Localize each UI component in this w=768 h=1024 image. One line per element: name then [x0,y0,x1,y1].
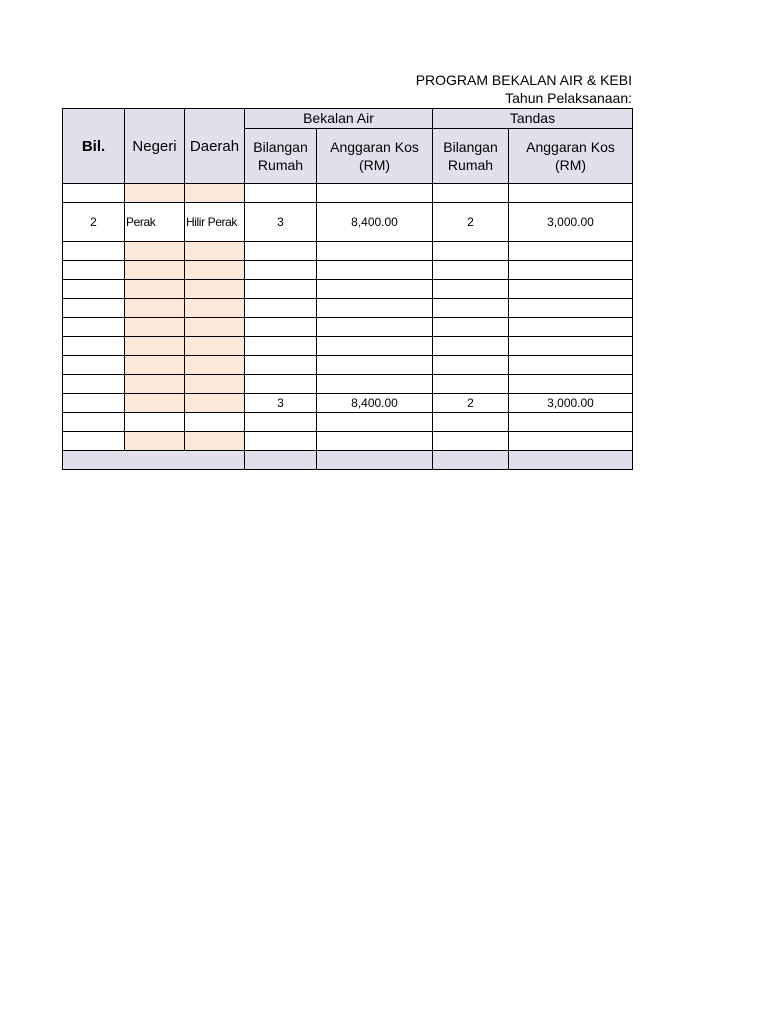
cell-tandas-kos[interactable] [509,242,633,261]
cell-daerah[interactable] [185,318,245,337]
cell-tandas-kos[interactable] [509,184,633,203]
cell-bil[interactable] [63,432,125,451]
table-row [63,242,633,261]
total-tandas-kos[interactable] [509,451,633,470]
cell-bil[interactable] [63,375,125,394]
cell-air-rumah[interactable] [245,280,317,299]
cell-air-rumah[interactable]: 3 [245,203,317,242]
cell-air-rumah[interactable] [245,184,317,203]
cell-tandas-kos[interactable]: 3,000.00 [509,203,633,242]
cell-tandas-rumah[interactable] [433,375,509,394]
header-daerah: Daerah [185,109,245,184]
cell-bil[interactable] [63,413,125,432]
table-row [63,432,633,451]
cell-daerah[interactable] [185,184,245,203]
subtotal-tandas-rumah[interactable]: 2 [433,394,509,413]
cell-tandas-rumah[interactable] [433,318,509,337]
cell-air-rumah[interactable] [245,242,317,261]
cell-bil[interactable] [63,184,125,203]
cell-tandas-kos[interactable] [509,280,633,299]
cell-air-kos[interactable] [317,432,433,451]
cell-air-rumah[interactable] [245,299,317,318]
cell-daerah[interactable] [185,261,245,280]
cell-tandas-rumah[interactable] [433,413,509,432]
table-row [63,337,633,356]
cell-tandas-kos[interactable] [509,337,633,356]
cell-air-kos[interactable] [317,242,433,261]
table-row [63,375,633,394]
cell-bil[interactable] [63,299,125,318]
cell-air-kos[interactable] [317,318,433,337]
cell-air-rumah[interactable] [245,337,317,356]
cell-air-kos[interactable] [317,337,433,356]
summary-table [62,108,633,470]
cell-air-rumah[interactable] [245,375,317,394]
cell-bil[interactable] [63,261,125,280]
cell-tandas-kos[interactable] [509,413,633,432]
cell-daerah[interactable]: Hilir Perak [185,203,245,242]
cell-negeri[interactable] [125,413,185,432]
cell-daerah[interactable] [185,375,245,394]
cell-air-kos[interactable] [317,375,433,394]
table-row [63,299,633,318]
cell-daerah[interactable] [185,299,245,318]
cell-air-rumah[interactable] [245,432,317,451]
cell-negeri[interactable] [125,432,185,451]
header-tandas-anggaran-kos: Anggaran Kos (RM) [509,129,633,184]
header-tandas: Tandas [433,109,633,129]
cell-air-kos[interactable] [317,356,433,375]
cell-tandas-kos[interactable] [509,318,633,337]
cell-tandas-rumah[interactable] [433,184,509,203]
table-row [63,261,633,280]
cell-air-kos[interactable] [317,184,433,203]
cell-negeri[interactable] [125,299,185,318]
cell-daerah[interactable] [185,280,245,299]
cell-bil[interactable]: 2 [63,203,125,242]
cell-tandas-kos[interactable] [509,356,633,375]
cell-negeri[interactable] [125,394,185,413]
header-negeri: Negeri [125,109,185,184]
cell-negeri[interactable] [125,280,185,299]
header-tandas-bilangan-rumah: Bilangan Rumah [433,129,509,184]
cell-negeri[interactable]: Perak [125,203,185,242]
cell-daerah[interactable] [185,413,245,432]
cell-daerah[interactable] [185,242,245,261]
report-title: PROGRAM BEKALAN AIR & KEBI [415,72,632,88]
subtotal-air-kos[interactable]: 8,400.00 [317,394,433,413]
total-tandas-rumah[interactable] [433,451,509,470]
cell-tandas-rumah[interactable] [433,432,509,451]
cell-tandas-rumah[interactable] [433,242,509,261]
cell-air-rumah[interactable] [245,413,317,432]
cell-tandas-rumah[interactable] [433,299,509,318]
cell-air-kos[interactable] [317,280,433,299]
subtotal-tandas-kos[interactable]: 3,000.00 [509,394,633,413]
cell-air-kos[interactable] [317,261,433,280]
cell-air-kos[interactable] [317,299,433,318]
cell-tandas-kos[interactable] [509,375,633,394]
cell-bil[interactable] [63,394,125,413]
cell-tandas-rumah[interactable]: 2 [433,203,509,242]
cell-bil[interactable] [63,318,125,337]
subtotal-air-rumah[interactable]: 3 [245,394,317,413]
table-row [63,203,633,242]
total-label-cell[interactable] [63,451,245,470]
implementation-year-label: Tahun Pelaksanaan: [505,90,632,106]
cell-air-rumah[interactable] [245,356,317,375]
subtotal-row [63,394,633,413]
cell-air-kos[interactable]: 8,400.00 [317,203,433,242]
header-bekalan-air: Bekalan Air [245,109,433,129]
cell-bil[interactable] [63,280,125,299]
header-bil: Bil. [63,109,125,184]
table-row [63,356,633,375]
cell-air-rumah[interactable] [245,261,317,280]
cell-tandas-kos[interactable] [509,261,633,280]
cell-negeri[interactable] [125,261,185,280]
table-row [63,318,633,337]
cell-tandas-rumah[interactable] [433,261,509,280]
cell-negeri[interactable] [125,242,185,261]
table-row [63,184,633,203]
cell-air-kos[interactable] [317,413,433,432]
total-air-rumah[interactable] [245,451,317,470]
cell-bil[interactable] [63,337,125,356]
cell-tandas-rumah[interactable] [433,356,509,375]
cell-bil[interactable] [63,242,125,261]
table-row [63,413,633,432]
total-row [63,451,633,470]
total-air-kos[interactable] [317,451,433,470]
cell-negeri[interactable] [125,375,185,394]
cell-daerah[interactable] [185,394,245,413]
cell-tandas-rumah[interactable] [433,280,509,299]
cell-daerah[interactable] [185,432,245,451]
cell-tandas-kos[interactable] [509,299,633,318]
cell-negeri[interactable] [125,318,185,337]
cell-daerah[interactable] [185,337,245,356]
cell-negeri[interactable] [125,184,185,203]
header-air-anggaran-kos: Anggaran Kos (RM) [317,129,433,184]
cell-negeri[interactable] [125,356,185,375]
cell-daerah[interactable] [185,356,245,375]
cell-air-rumah[interactable] [245,318,317,337]
cell-negeri[interactable] [125,337,185,356]
header-air-bilangan-rumah: Bilangan Rumah [245,129,317,184]
cell-tandas-rumah[interactable] [433,337,509,356]
cell-bil[interactable] [63,356,125,375]
table-row [63,280,633,299]
cell-tandas-kos[interactable] [509,432,633,451]
